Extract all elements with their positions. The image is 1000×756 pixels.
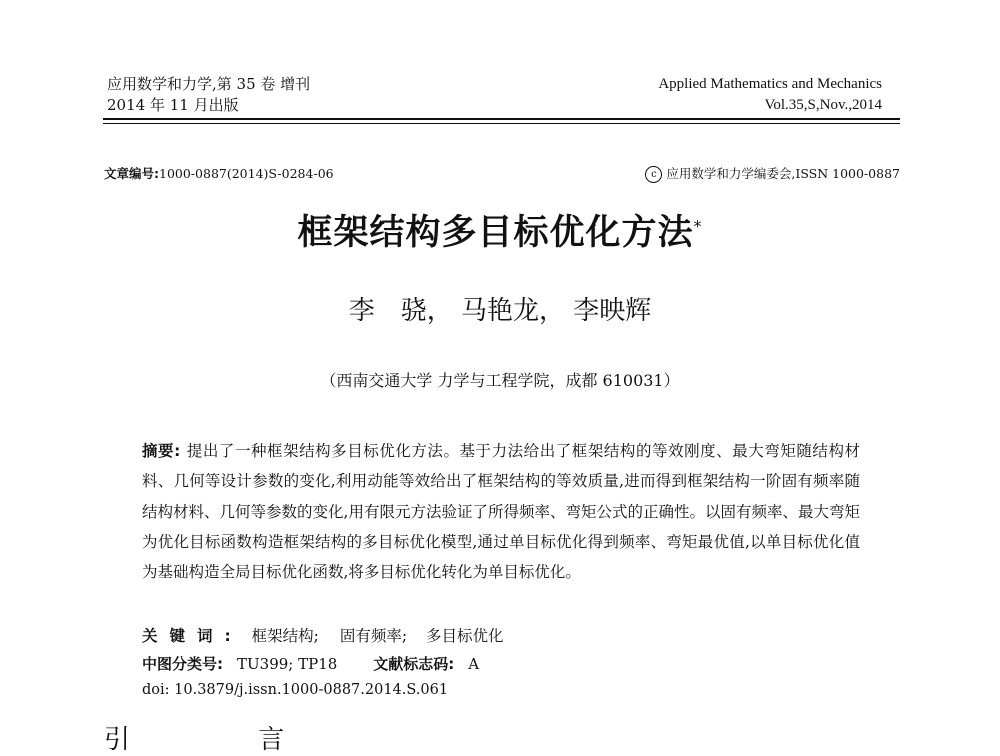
author-affiliation: （西南交通大学 力学与工程学院，成都 610031） (320, 371, 680, 390)
running-header-left (107, 74, 310, 116)
running-header-right (658, 74, 882, 116)
paper-title-text: 框架结构多目标优化方法 (297, 213, 694, 253)
keyword-item: 固有频率; (339, 627, 408, 645)
section-heading-introduction: 引 言 (104, 725, 345, 755)
clc-value: TU399; TP18 (237, 655, 338, 673)
copyright-icon: c (645, 166, 662, 183)
journal-title-cn: 应用数学和力学,第 35 卷 增刊 (107, 75, 311, 93)
abstract-label: 摘要: (142, 442, 181, 460)
keyword-item: 多目标优化 (425, 627, 504, 645)
keywords (142, 624, 504, 646)
journal-title-en: Applied Mathematics and Mechanics (658, 76, 882, 92)
article-number (104, 164, 334, 182)
document-code-value: A (468, 655, 480, 673)
doi: doi: 10.3879/j.issn.1000-0887.2014.S.061 (142, 682, 449, 698)
header-rule-thick (103, 118, 900, 120)
article-number-label: 文章编号: (104, 166, 159, 181)
header-rule-thin (103, 123, 900, 124)
volume-info-en: Vol.35,S,Nov.,2014 (764, 97, 882, 113)
article-number-value: 1000-0887(2014)S-0284-06 (159, 166, 334, 181)
issue-date-cn: 2014 年 11 月出版 (107, 96, 239, 114)
abstract-text: 提出了一种框架结构多目标优化方法。基于力法给出了框架结构的等效刚度、最大弯矩随结构材料、几何等设计参数的变化,利用动能等效给出了框架结构的等效质量,进而得到框架结构一阶固有频率随结构材料、几何等参数的变化,用有限元方法验证了所得频率、弯矩公式的正确性。以固有频率、最大弯矩为优化目标函数构造框架结构的多目标优化模型,通过单目标优化得到频率、弯矩最优值,以单目标优化值为基础构造全局目标优化函数,将多目标优化转化为单目标优化。 (142, 442, 860, 582)
paper-title (0, 205, 1000, 255)
copyright-text: 应用数学和力学编委会,ISSN 1000-0887 (666, 166, 900, 181)
keywords-label: 关键词: (142, 627, 243, 645)
title-footnote-mark: * (693, 216, 703, 236)
classification-line (142, 653, 479, 674)
copyright-notice (645, 164, 900, 183)
abstract (142, 436, 860, 587)
clc-label: 中图分类号: (142, 655, 223, 673)
keyword-item: 框架结构; (251, 627, 319, 645)
document-code-label: 文献标志码: (373, 655, 455, 673)
author-list: 李 骁， 马艳龙， 李映辉 (348, 296, 652, 326)
